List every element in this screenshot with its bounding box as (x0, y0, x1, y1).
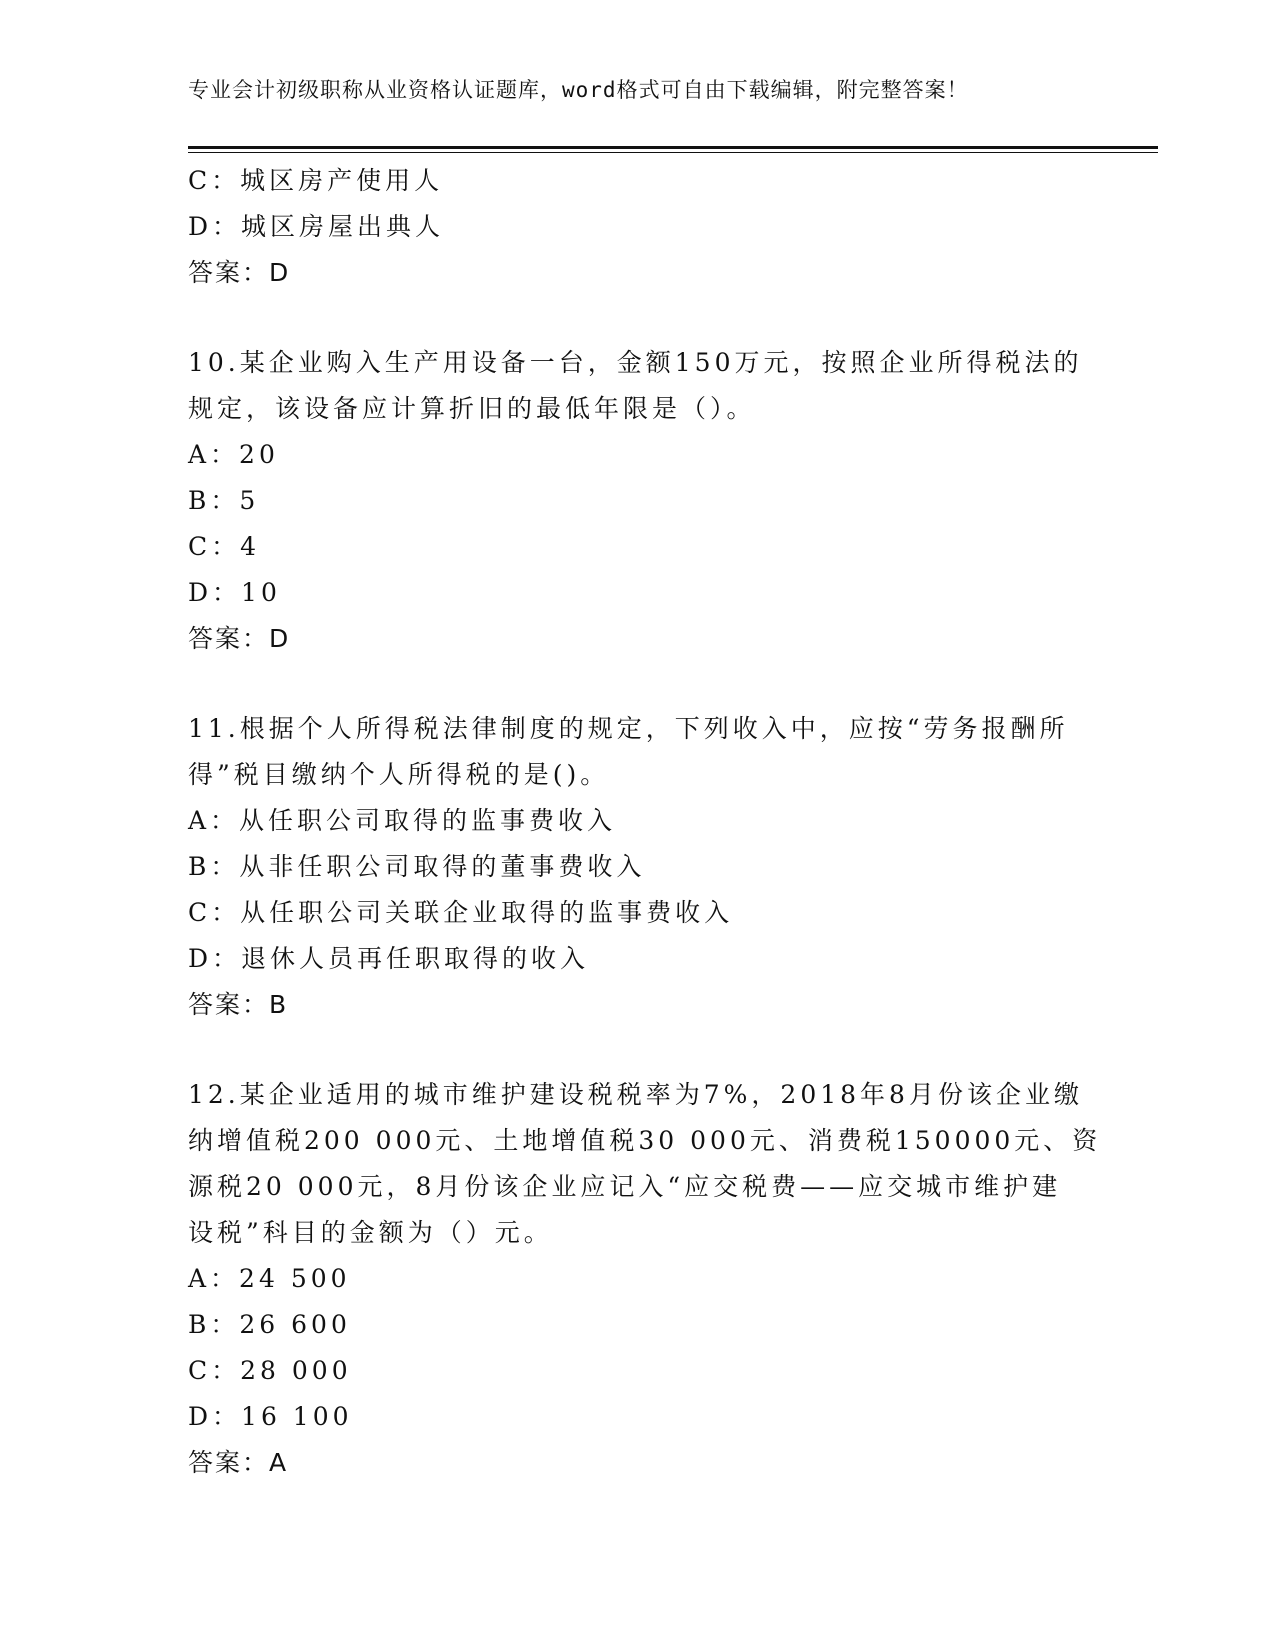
option-b: B：26 600 (188, 1310, 351, 1339)
option-b: B：5 (188, 486, 260, 515)
answer-line: 答案：D (188, 258, 291, 287)
option-d: D：城区房屋出典人 (188, 212, 445, 241)
question-stem: 10.某企业购入生产用设备一台，金额150万元，按照企业所得税法的 (188, 348, 1083, 377)
question-stem: 规定，该设备应计算折旧的最低年限是（）。 (188, 394, 756, 423)
option-c: C：城区房产使用人 (188, 166, 444, 195)
question-stem: 得”税目缴纳个人所得税的是()。 (188, 760, 610, 789)
option-d: D：10 (188, 578, 281, 607)
spacer (188, 1028, 1088, 1072)
header-rule-thin (188, 152, 1158, 153)
option-b: B：从非任职公司取得的董事费收入 (188, 852, 646, 881)
answer-line: 答案：B (188, 990, 289, 1019)
page-header: 专业会计初级职称从业资格认证题库，word格式可自由下载编辑，附完整答案！ (188, 78, 969, 102)
option-c: C：从任职公司关联企业取得的监事费收入 (188, 898, 734, 927)
question-fragment (188, 158, 1088, 296)
option-d: D：退休人员再任职取得的收入 (188, 944, 590, 973)
question-12 (188, 1072, 1102, 1486)
question-stem: 设税”科目的金额为（）元。 (188, 1218, 553, 1247)
document-body (188, 158, 1102, 1486)
question-10 (188, 340, 1088, 662)
spacer (188, 662, 1088, 706)
question-stem: 11.根据个人所得税法律制度的规定，下列收入中，应按“劳务报酬所 (188, 714, 1069, 743)
question-stem: 纳增值税200 000元、土地增值税30 000元、消费税150000元、资 (188, 1126, 1102, 1155)
option-d: D：16 100 (188, 1402, 353, 1431)
header-rule-thick (188, 146, 1158, 149)
option-a: A：24 500 (188, 1264, 351, 1293)
question-11 (188, 706, 1088, 1028)
option-a: A：从任职公司取得的监事费收入 (188, 806, 617, 835)
answer-line: 答案：A (188, 1448, 289, 1477)
question-stem: 源税20 000元，8月份该企业应记入“应交税费——应交城市维护建 (188, 1172, 1062, 1201)
answer-line: 答案：D (188, 624, 291, 653)
option-c: C：28 000 (188, 1356, 352, 1385)
option-c: C：4 (188, 532, 261, 561)
question-stem: 12.某企业适用的城市维护建设税税率为7%，2018年8月份该企业缴 (188, 1080, 1083, 1109)
option-a: A：20 (188, 440, 279, 469)
spacer (188, 296, 1088, 340)
